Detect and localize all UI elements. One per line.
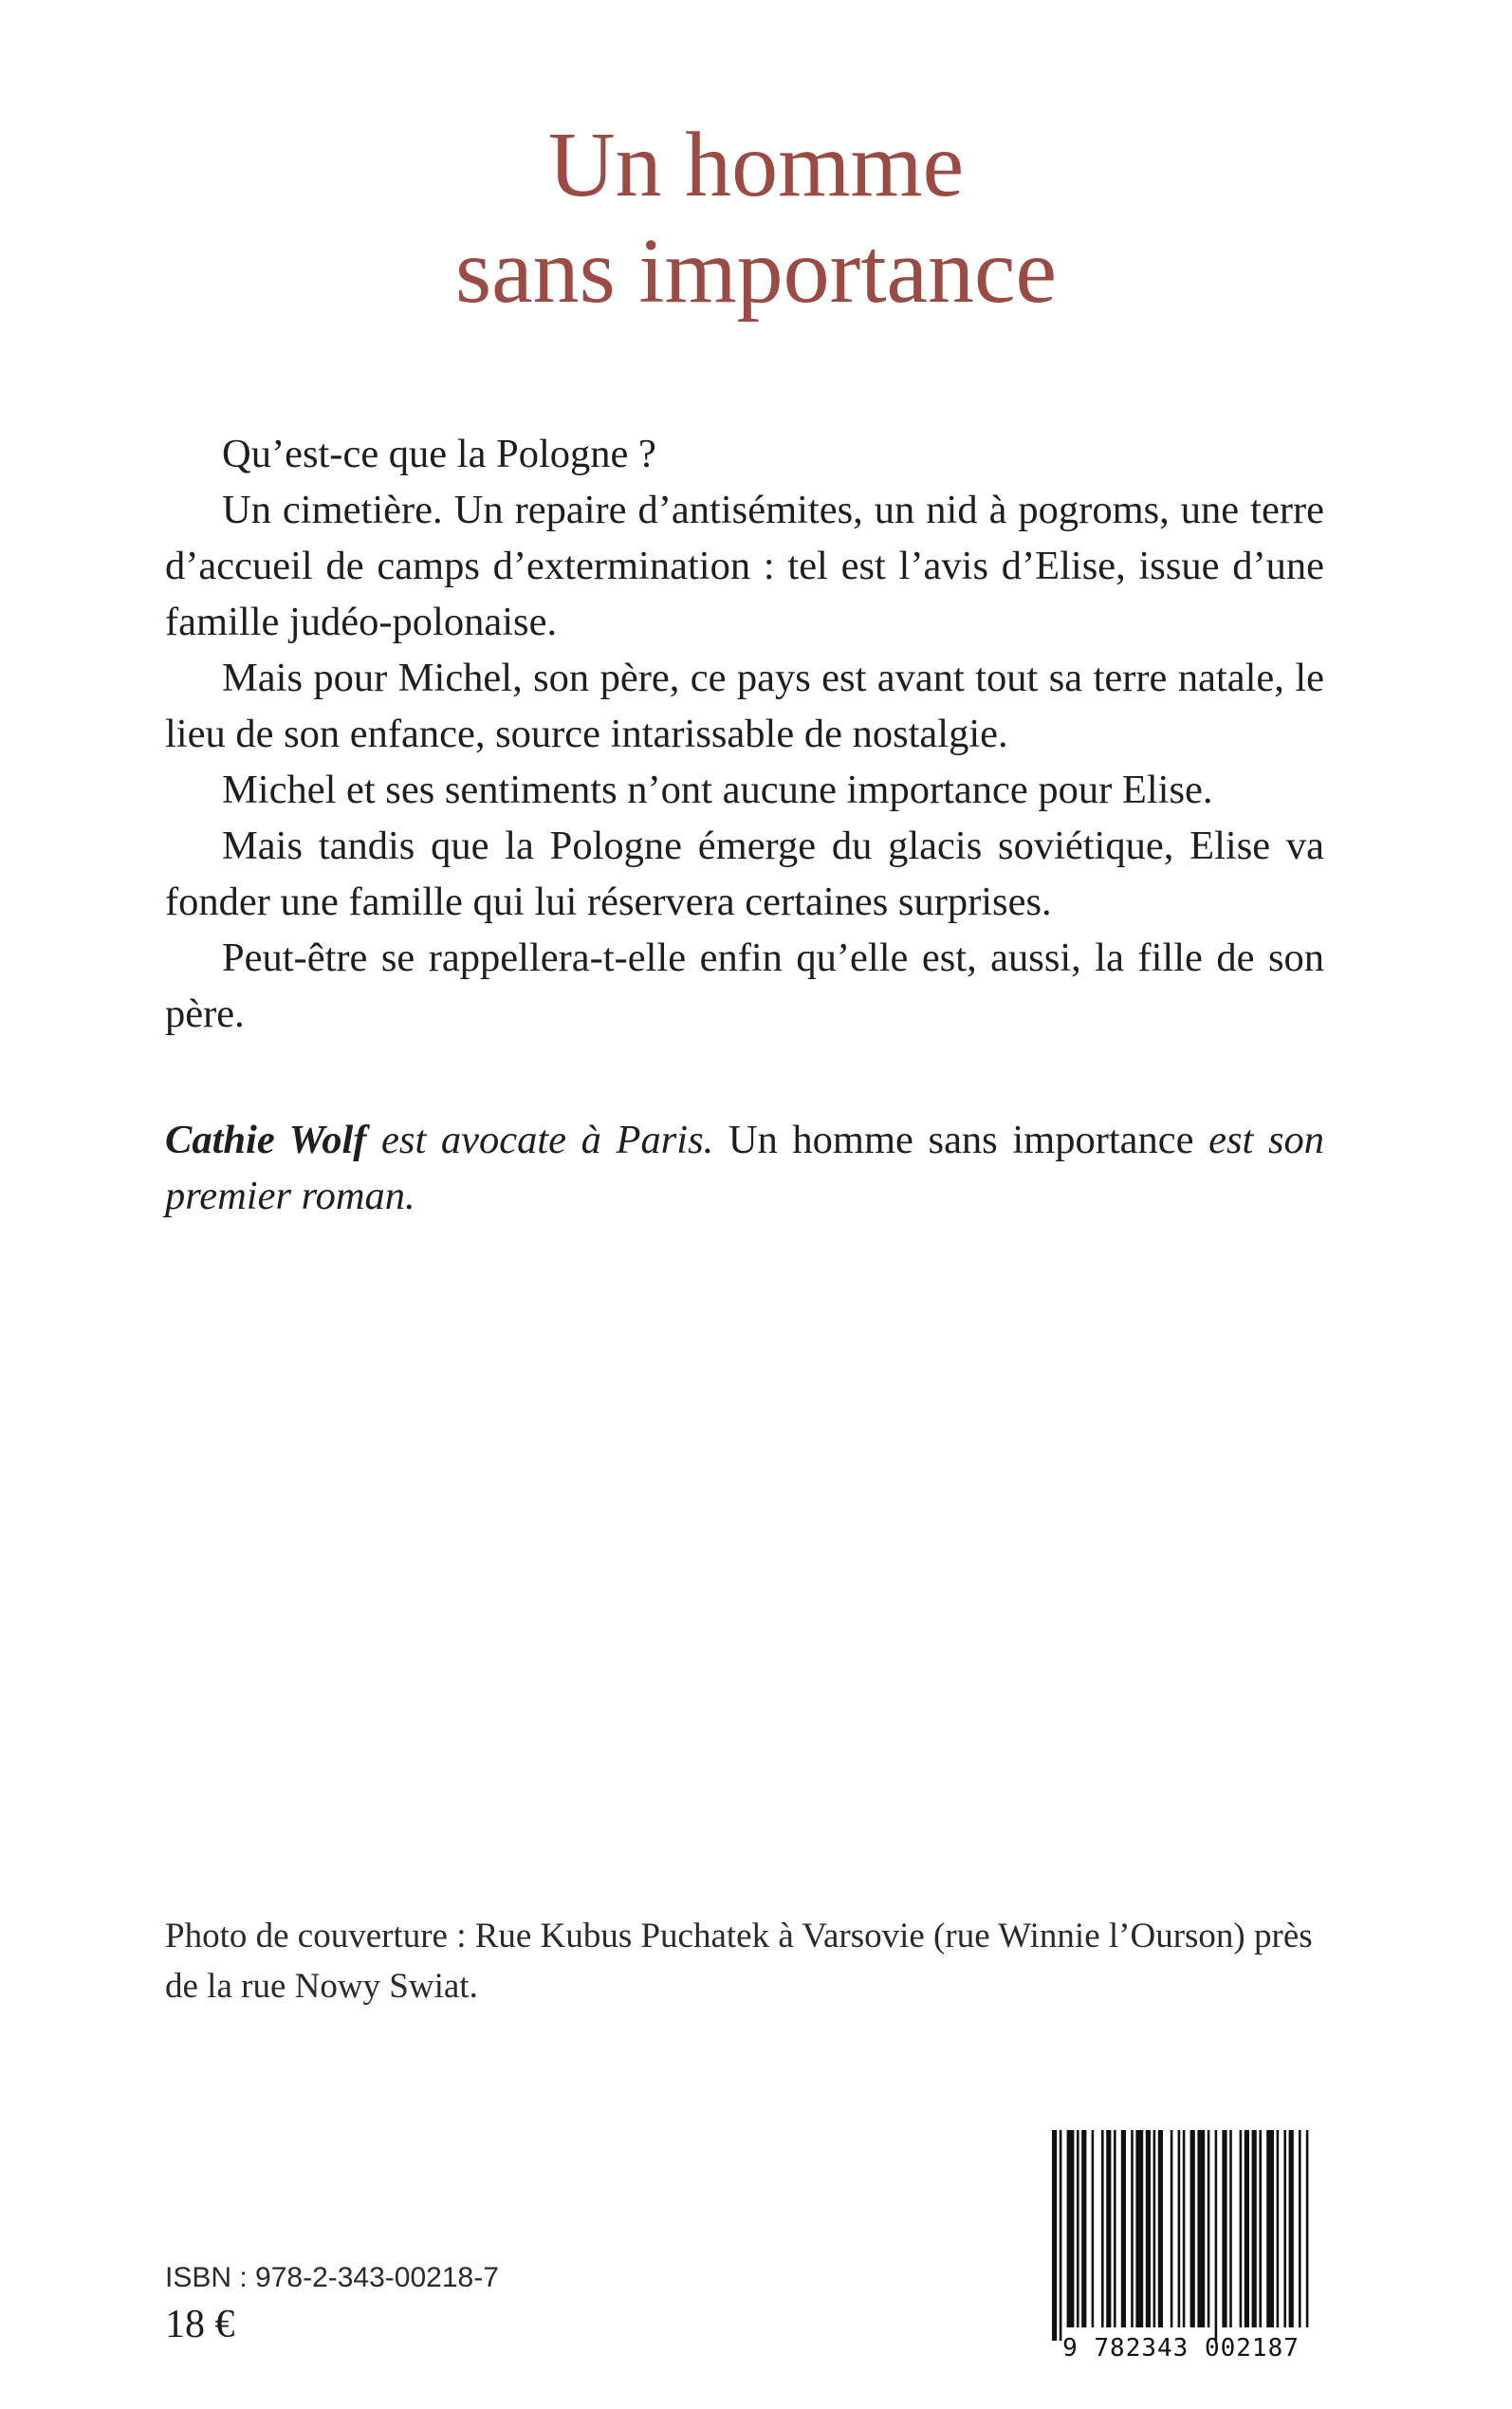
barcode-bar — [1135, 2130, 1143, 2327]
author-name: Cathie Wolf — [165, 1118, 367, 1162]
barcode-bar — [1197, 2130, 1205, 2327]
barcode-bar — [1190, 2130, 1195, 2327]
barcode-bar — [1229, 2130, 1232, 2327]
book-title — [0, 112, 1512, 324]
barcode-bar — [1092, 2130, 1095, 2327]
title-line-1: Un homme — [547, 114, 965, 216]
barcode-bar — [1240, 2130, 1243, 2327]
isbn: ISBN : 978-2-343-00218-7 — [165, 2262, 499, 2293]
barcode-bar — [1052, 2130, 1057, 2341]
bio-book-title: Un homme sans importance — [713, 1118, 1209, 1162]
barcode-bar — [1208, 2130, 1210, 2327]
barcode-bar — [1114, 2130, 1116, 2327]
barcode-bar — [1081, 2130, 1086, 2327]
blurb-paragraph-4: Michel et ses sentiments n’ont aucune importance pour Elise. — [222, 768, 1213, 812]
barcode-bar — [1146, 2130, 1151, 2327]
title-line-2: sans importance — [454, 220, 1058, 323]
barcode-bar — [1277, 2130, 1280, 2327]
barcode — [1029, 2130, 1333, 2372]
bio-text-1: est avocate à Paris. — [366, 1118, 714, 1162]
barcode-bar — [1106, 2130, 1111, 2327]
barcode-bar — [1153, 2130, 1156, 2327]
barcode-bar — [1067, 2130, 1075, 2327]
author-bio — [165, 1112, 1324, 1224]
barcode-bar — [1178, 2130, 1181, 2327]
barcode-bar — [1121, 2130, 1126, 2327]
barcode-bar — [1183, 2130, 1186, 2327]
blurb-paragraph-3: Mais pour Michel, son père, ce pays est avant tout sa terre natale, le lieu de son enfance, source intarissable de nostalgie. — [165, 656, 1324, 756]
photo-credit: Photo de couverture : Rue Kubus Puchatek à Varsovie (rue Winnie l’Ourson) près de la rue Nowy Swiat. — [165, 1917, 1313, 2006]
barcode-bar — [1171, 2130, 1173, 2327]
barcode-digits: 9 782343 002187 — [1062, 2334, 1300, 2363]
barcode-bar — [1215, 2130, 1218, 2341]
blurb-paragraph-2: Un cimetière. Un repaire d’antisémites, un nid à pogroms, une terre d’accueil de camps d’extermination : tel est l’avis d’Elise, issue d’une famille judéo-polonaise. — [165, 488, 1324, 644]
blurb — [165, 426, 1324, 1042]
barcode-bar — [1299, 2130, 1301, 2327]
bio-text-2: est son premier roman. — [165, 1118, 1325, 1218]
barcode-bar — [1259, 2130, 1262, 2327]
barcode-bar — [1306, 2130, 1309, 2327]
barcode-bar — [1252, 2130, 1257, 2327]
barcode-bar — [1101, 2130, 1104, 2327]
barcode-bar — [1283, 2130, 1286, 2327]
barcode-bar — [1245, 2130, 1249, 2327]
blurb-paragraph-1: Qu’est-ce que la Pologne ? — [222, 432, 656, 476]
barcode-bar — [1266, 2130, 1274, 2327]
barcode-bars — [1048, 2130, 1314, 2348]
price: 18 € — [165, 2303, 235, 2346]
barcode-bar — [1077, 2130, 1079, 2327]
barcode-bar — [1289, 2130, 1294, 2327]
blurb-paragraph-5: Mais tandis que la Pologne émerge du glacis soviétique, Elise va fonder une famille qui lui réservera certaines surprises. — [165, 824, 1324, 924]
barcode-bar — [1158, 2130, 1163, 2327]
barcode-bar — [1131, 2130, 1134, 2327]
barcode-bar — [1222, 2130, 1226, 2327]
blurb-paragraph-6: Peut-être se rappellera-t-elle enfin qu’elle est, aussi, la fille de son père. — [165, 936, 1324, 1036]
barcode-bar — [1060, 2130, 1062, 2341]
